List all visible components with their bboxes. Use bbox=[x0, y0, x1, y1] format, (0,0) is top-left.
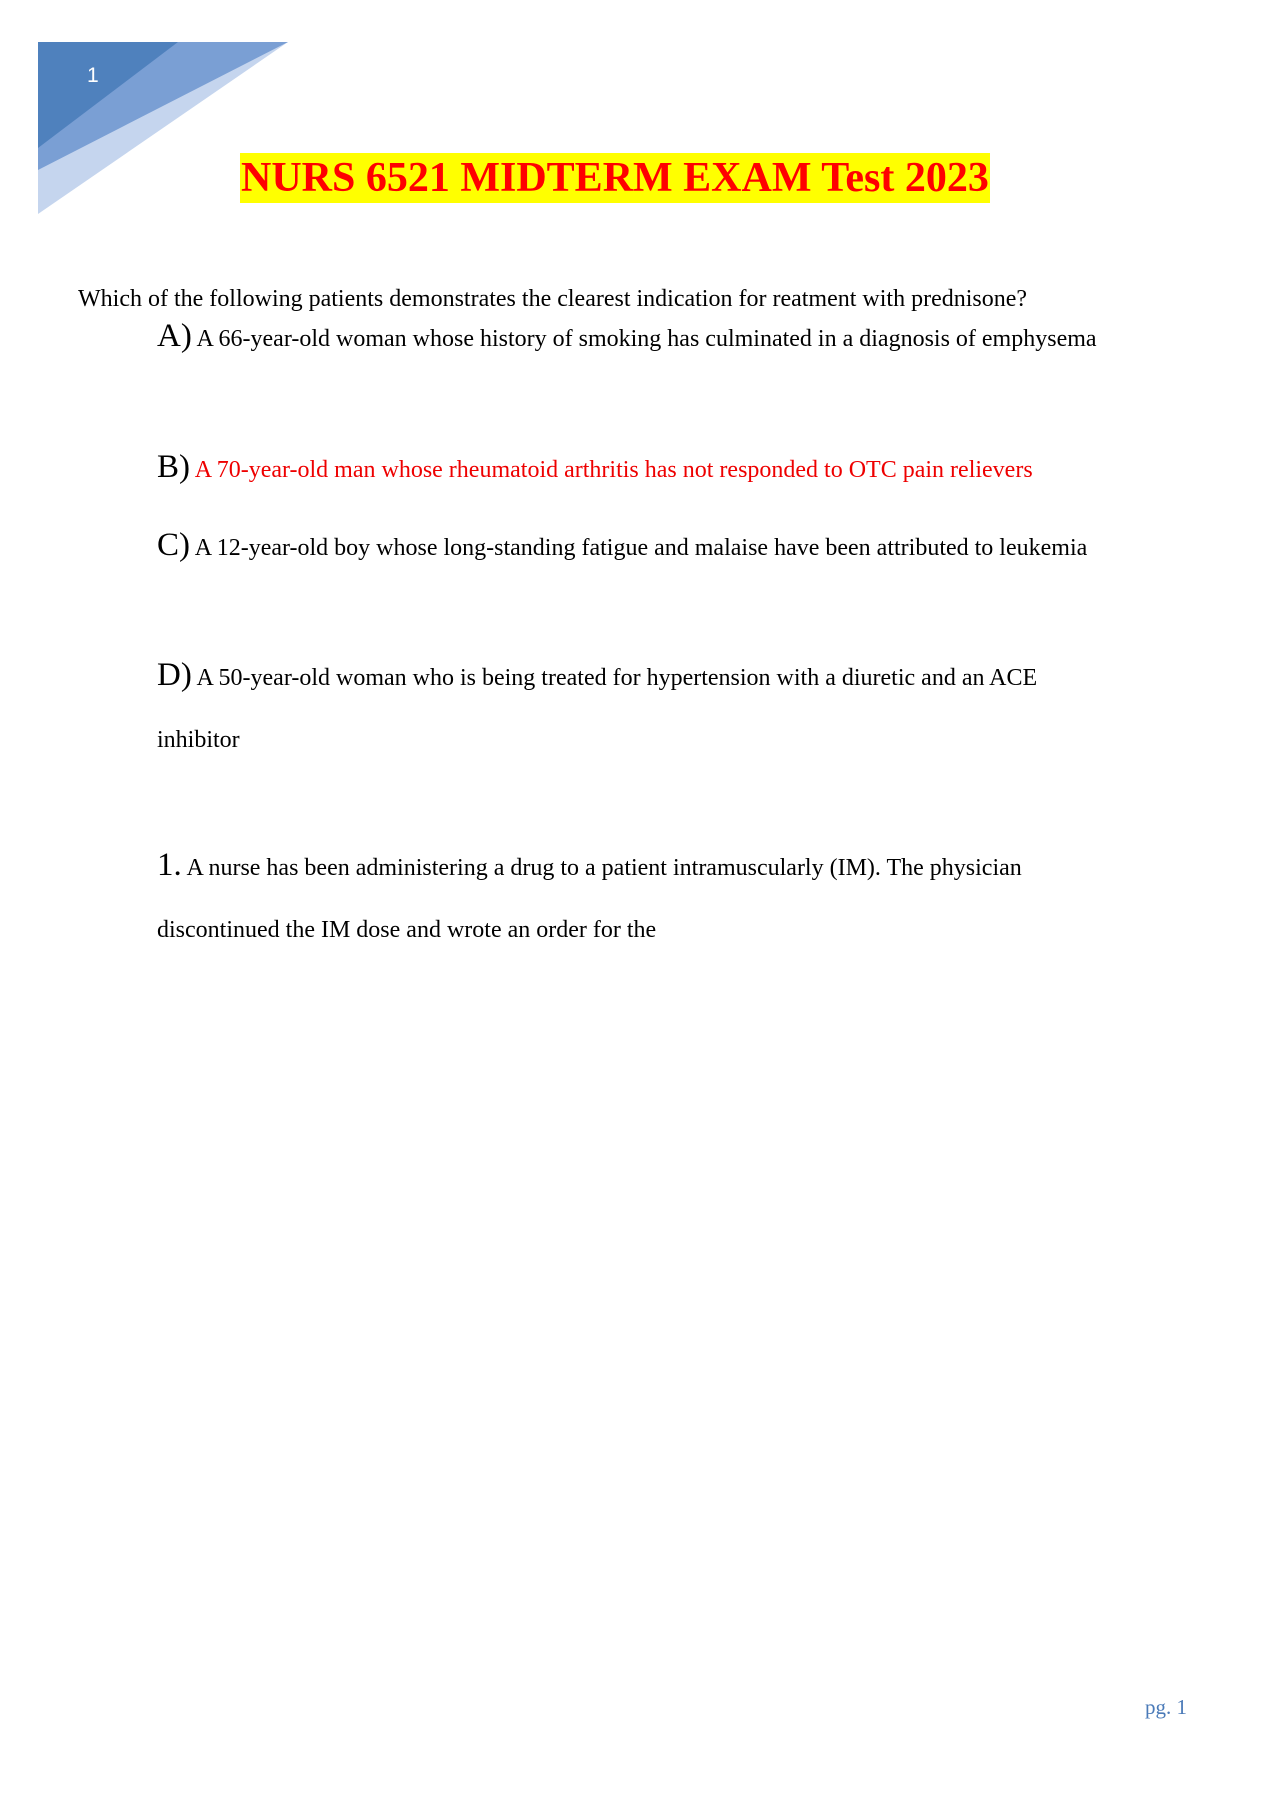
header-page-number: 1 bbox=[87, 64, 99, 87]
option-a-letter: A) bbox=[157, 318, 192, 354]
option-c-letter: C) bbox=[157, 527, 190, 563]
document-title: NURS 6521 MIDTERM EXAM Test 2023 bbox=[241, 155, 989, 201]
question-1-text: A nurse has been administering a drug to a patient intramuscularly (IM). The physician discontinued the IM dose and wrote an order for the bbox=[157, 855, 1022, 943]
option-d-letter: D) bbox=[157, 657, 192, 693]
question-1 bbox=[157, 834, 1117, 961]
option-b-letter: B) bbox=[157, 449, 190, 485]
option-d-text: A 50-year-old woman who is being treated for hypertension with a diuretic and an ACE inhibitor bbox=[157, 665, 1038, 753]
option-c-text: A 12-year-old boy whose long-standing fatigue and malaise have been attributed to leukemia bbox=[194, 535, 1088, 561]
option-b-text: A 70-year-old man whose rheumatoid arthritis has not responded to OTC pain relievers bbox=[194, 457, 1033, 483]
option-a-text: A 66-year-old woman whose history of smoking has culminated in a diagnosis of emphysema bbox=[196, 326, 1097, 352]
option-b-correct bbox=[157, 436, 1117, 501]
footer-page-label: pg. 1 bbox=[1145, 1695, 1187, 1719]
option-d bbox=[157, 644, 1117, 771]
question-text: Which of the following patients demonstrates the clearest indication for reatment with prednisone? bbox=[78, 286, 1028, 312]
option-a bbox=[157, 305, 1117, 370]
option-c bbox=[157, 514, 1117, 579]
question-1-number: 1. bbox=[157, 847, 182, 883]
